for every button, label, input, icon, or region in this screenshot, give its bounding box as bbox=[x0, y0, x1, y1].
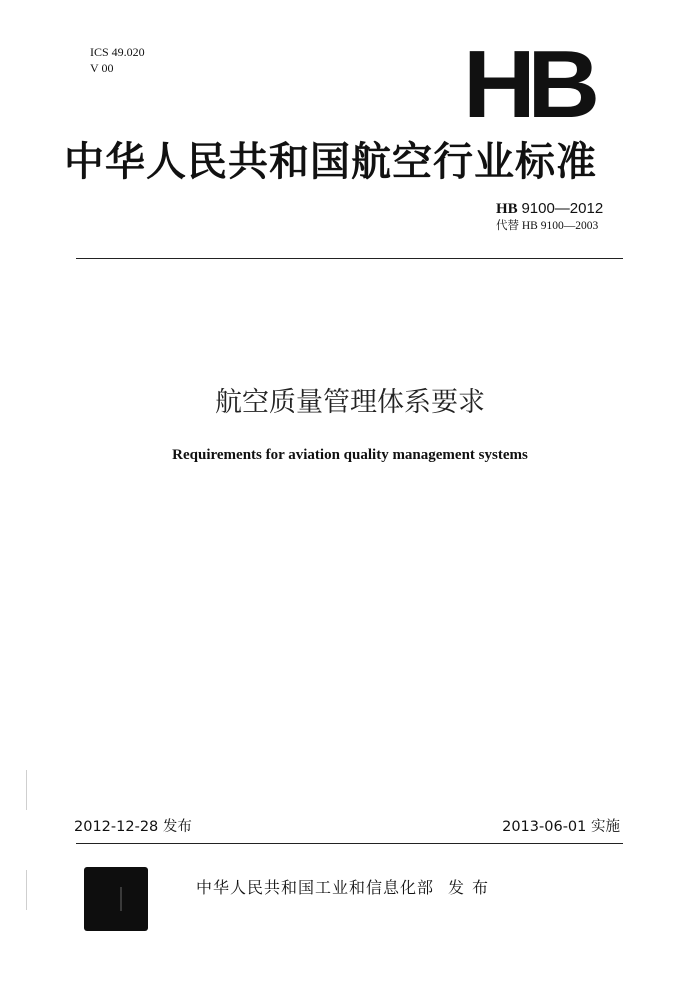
ics-code: ICS 49.020 bbox=[90, 45, 145, 59]
issuer bbox=[196, 878, 496, 898]
standard-number bbox=[496, 200, 603, 218]
bottom-divider bbox=[76, 843, 623, 844]
ministry-logo-icon bbox=[84, 867, 148, 931]
issuer-verb: 发布 bbox=[448, 878, 497, 897]
standard-prefix: HB bbox=[496, 201, 518, 217]
document-title-cn: 航空质量管理体系要求 bbox=[215, 387, 485, 418]
issue-date: 2012-12-28 发布 bbox=[74, 819, 192, 835]
top-divider bbox=[76, 258, 623, 259]
replaces-note: 代替 HB 9100—2003 bbox=[496, 220, 599, 232]
classification-codes bbox=[90, 44, 145, 76]
implementation-date: 2013-06-01 实施 bbox=[502, 819, 620, 835]
issuer-name: 中华人民共和国工业和信息化部 bbox=[196, 878, 435, 897]
scan-margin-mark bbox=[26, 870, 27, 910]
document-title-en: Requirements for aviation quality management systems bbox=[172, 447, 528, 463]
hb-logo: HB bbox=[463, 31, 592, 138]
standard-code: 9100—2012 bbox=[521, 200, 604, 217]
scan-margin-mark bbox=[26, 770, 27, 810]
organization-title: 中华人民共和国航空行业标准 bbox=[64, 139, 597, 185]
class-code: V 00 bbox=[90, 61, 114, 75]
